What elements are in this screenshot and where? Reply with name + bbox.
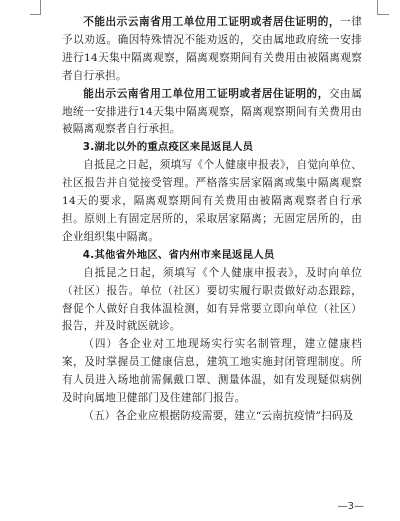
crop-mark-top-left bbox=[40, 0, 41, 14]
crop-mark-top-right-horizontal bbox=[377, 14, 389, 15]
section-heading-3: 3.湖北以外的重点疫区来昆返昆人员 bbox=[82, 141, 254, 154]
paragraph-no-proof bbox=[62, 14, 362, 86]
document-body bbox=[62, 14, 362, 426]
paragraph-item-5: （五）各企业应根据防疫需要，建立“云南抗疫情”扫码及 bbox=[83, 409, 354, 422]
crop-mark-top-right bbox=[377, 0, 378, 14]
paragraph-item-4: （四）各企业对工地现场实行实名制管理，建立健康档案，及时掌握员工健康信息，建筑工地实施封闭管理制度。所有人员进入场地前需佩戴口罩、测量体温，如有发现疑似病例及时向属地卫健部门及住建部门报告。 bbox=[62, 338, 362, 405]
page-number: —3— bbox=[337, 501, 364, 512]
bold-lead-with-proof: 能出示云南省用工单位用工证明或者居住证明的， bbox=[83, 87, 329, 100]
crop-mark-top-left-horizontal bbox=[30, 14, 41, 15]
paragraph-section-4: 自抵昆之日起，须填写《个人健康申报表》，及时向单位（社区）报告。单位（社区）要切实履行职责做好动态跟踪，督促个人做好自我体温检测，如有异常要立即向单位（社区）报告，并及时就医就诊。 bbox=[62, 266, 362, 333]
paragraph-section-3: 自抵昆之日起，须填写《个人健康申报表》，自觉向单位、社区报告并自觉接受管理。严格落实居家隔离或集中隔离观察14天的要求，隔离观察期间有关费用由被隔离观察者自行承担。原则上有固定居所的，采取居家隔离；无固定居所的，由企业组织集中隔离。 bbox=[62, 159, 362, 243]
paragraph-text: 交由属地统一安排进行14天集中隔离观察，隔离观察期间有关费用由被隔离观察者自行承担。 bbox=[62, 87, 362, 136]
paragraph-text: 一律予以劝返。确因特殊情况不能劝返的，交由属地政府统一安排进行14天集中隔离观察，隔离观察期间有关费用由被隔离观察者自行承担。 bbox=[62, 16, 362, 82]
section-heading-4: 4.其他省外地区、省内州市来昆返昆人员 bbox=[82, 248, 275, 261]
paragraph-with-proof bbox=[62, 86, 362, 140]
bold-lead-no-proof: 不能出示云南省用工单位用工证明或者居住证明的， bbox=[83, 16, 341, 28]
